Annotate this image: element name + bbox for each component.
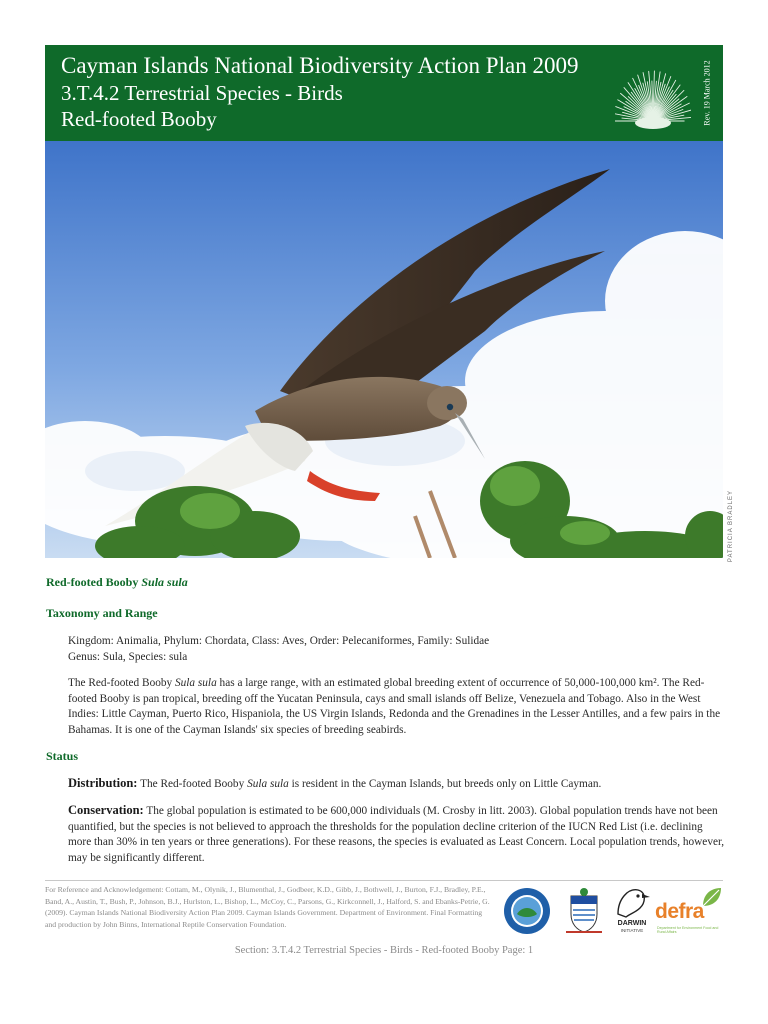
taxonomy-heading: Taxonomy and Range xyxy=(46,606,158,620)
page-footer: Section: 3.T.4.2 Terrestrial Species - Birds - Red-footed Booby Page: 1 xyxy=(234,945,534,956)
conservation-label: Conservation: xyxy=(68,803,144,817)
distribution-text-end: is resident in the Cayman Islands, but breeds only on Little Cayman. xyxy=(288,778,602,790)
status-heading: Status xyxy=(46,749,79,763)
footer-divider xyxy=(45,880,723,881)
palm-frond-sunburst-icon xyxy=(615,51,691,135)
darwin-label: DARWIN xyxy=(617,920,647,927)
conservation-paragraph xyxy=(68,803,726,866)
section-title: 3.T.4.2 Terrestrial Species - Birds xyxy=(61,81,343,105)
title-banner xyxy=(45,45,723,141)
bird-silhouette-icon xyxy=(612,884,652,920)
range-text-start: The Red-footed Booby xyxy=(68,677,175,689)
species-title: Red-footed Booby xyxy=(61,107,217,131)
distribution-latin-name: Sula sula xyxy=(247,778,289,790)
conservation-text: The global population is estimated to be 600,000 individuals (M. Crosby in litt. 2003). Global population trends have not been quantified, but the species is not believed to approach the thresholds for the population decline criterion of the IUCN Red List (i.e. declining more than 30% in ten years or three generations). For these reasons, the species is evaluated as Least Concern. Local population trends, however, may be significantly different. xyxy=(68,805,725,864)
species-heading xyxy=(46,575,188,590)
defra-label: defra xyxy=(655,900,704,923)
darwin-sub-label: INITIATIVE xyxy=(620,928,644,933)
taxonomy-classification: Kingdom: Animalia, Phylum: Chordata, Class: Aves, Order: Pelecaniformes, Family: Sulidae xyxy=(68,635,490,647)
range-latin-name: Sula sula xyxy=(174,677,217,689)
photo-credit: PATRICIA BRADLEY xyxy=(728,489,734,563)
species-common-name: Red-footed Booby xyxy=(46,575,139,589)
distribution-paragraph xyxy=(68,776,726,793)
range-text-body: has a large range, with an estimated global breeding extent of occurrence of 50,000-100,000 km². The Red-footed Booby is pan tropical, breeding off the Yucatan Peninsula, cays and small islands off Belize, Venezuela and Tobago. Also in the West Indies: Little Cayman, Puerto Rico, Hispaniola, the US Virgin Islands, Redonda and the Grenadines in the Lesser Antilles, and a few pairs in the Bahamas. It is one of the Cayman Islands' six species of breeding seabirds. xyxy=(68,677,721,736)
range-paragraph xyxy=(68,676,726,738)
species-latin-name: Sula sula xyxy=(141,575,188,589)
taxonomy-block xyxy=(68,634,726,665)
booby-photo xyxy=(45,141,723,558)
distribution-label: Distribution: xyxy=(68,776,138,790)
biodiversity-badge-icon xyxy=(502,886,552,936)
defra-sub-label: Department for Environment Food and Rural Affairs xyxy=(657,926,719,935)
revision-date: Rev. 19 March 2012 xyxy=(702,60,712,126)
distribution-text-start: The Red-footed Booby xyxy=(137,778,248,790)
defra-logo xyxy=(655,886,725,936)
darwin-initiative-logo xyxy=(612,884,652,936)
acknowledgement-text: For Reference and Acknowledgement: Cottam, M., Olynik, J., Blumenthal, J., Godbeer, K.D., Gibb, J., Bothwell, J., Burton, F.J., Bradley, P.E., Band, A., Austin, T., Bush, P., Johnson, B.J., Hurlston, L., Bishop, L., McCoy, C., Parsons, G., Kirkconnell, J., Halford, S. and Ebanks-Petrie, G. (2009). Cayman Islands National Biodiversity Action Plan 2009. Cayman Islands Government. Department of Environment. Final Formatting and production by John Binns, International Reptile Conservation Foundation. xyxy=(45,885,490,929)
cayman-coat-of-arms-icon xyxy=(563,884,605,936)
document-title: Cayman Islands National Biodiversity Action Plan 2009 xyxy=(61,53,579,78)
taxonomy-genus: Genus: Sula, Species: sula xyxy=(68,650,188,663)
